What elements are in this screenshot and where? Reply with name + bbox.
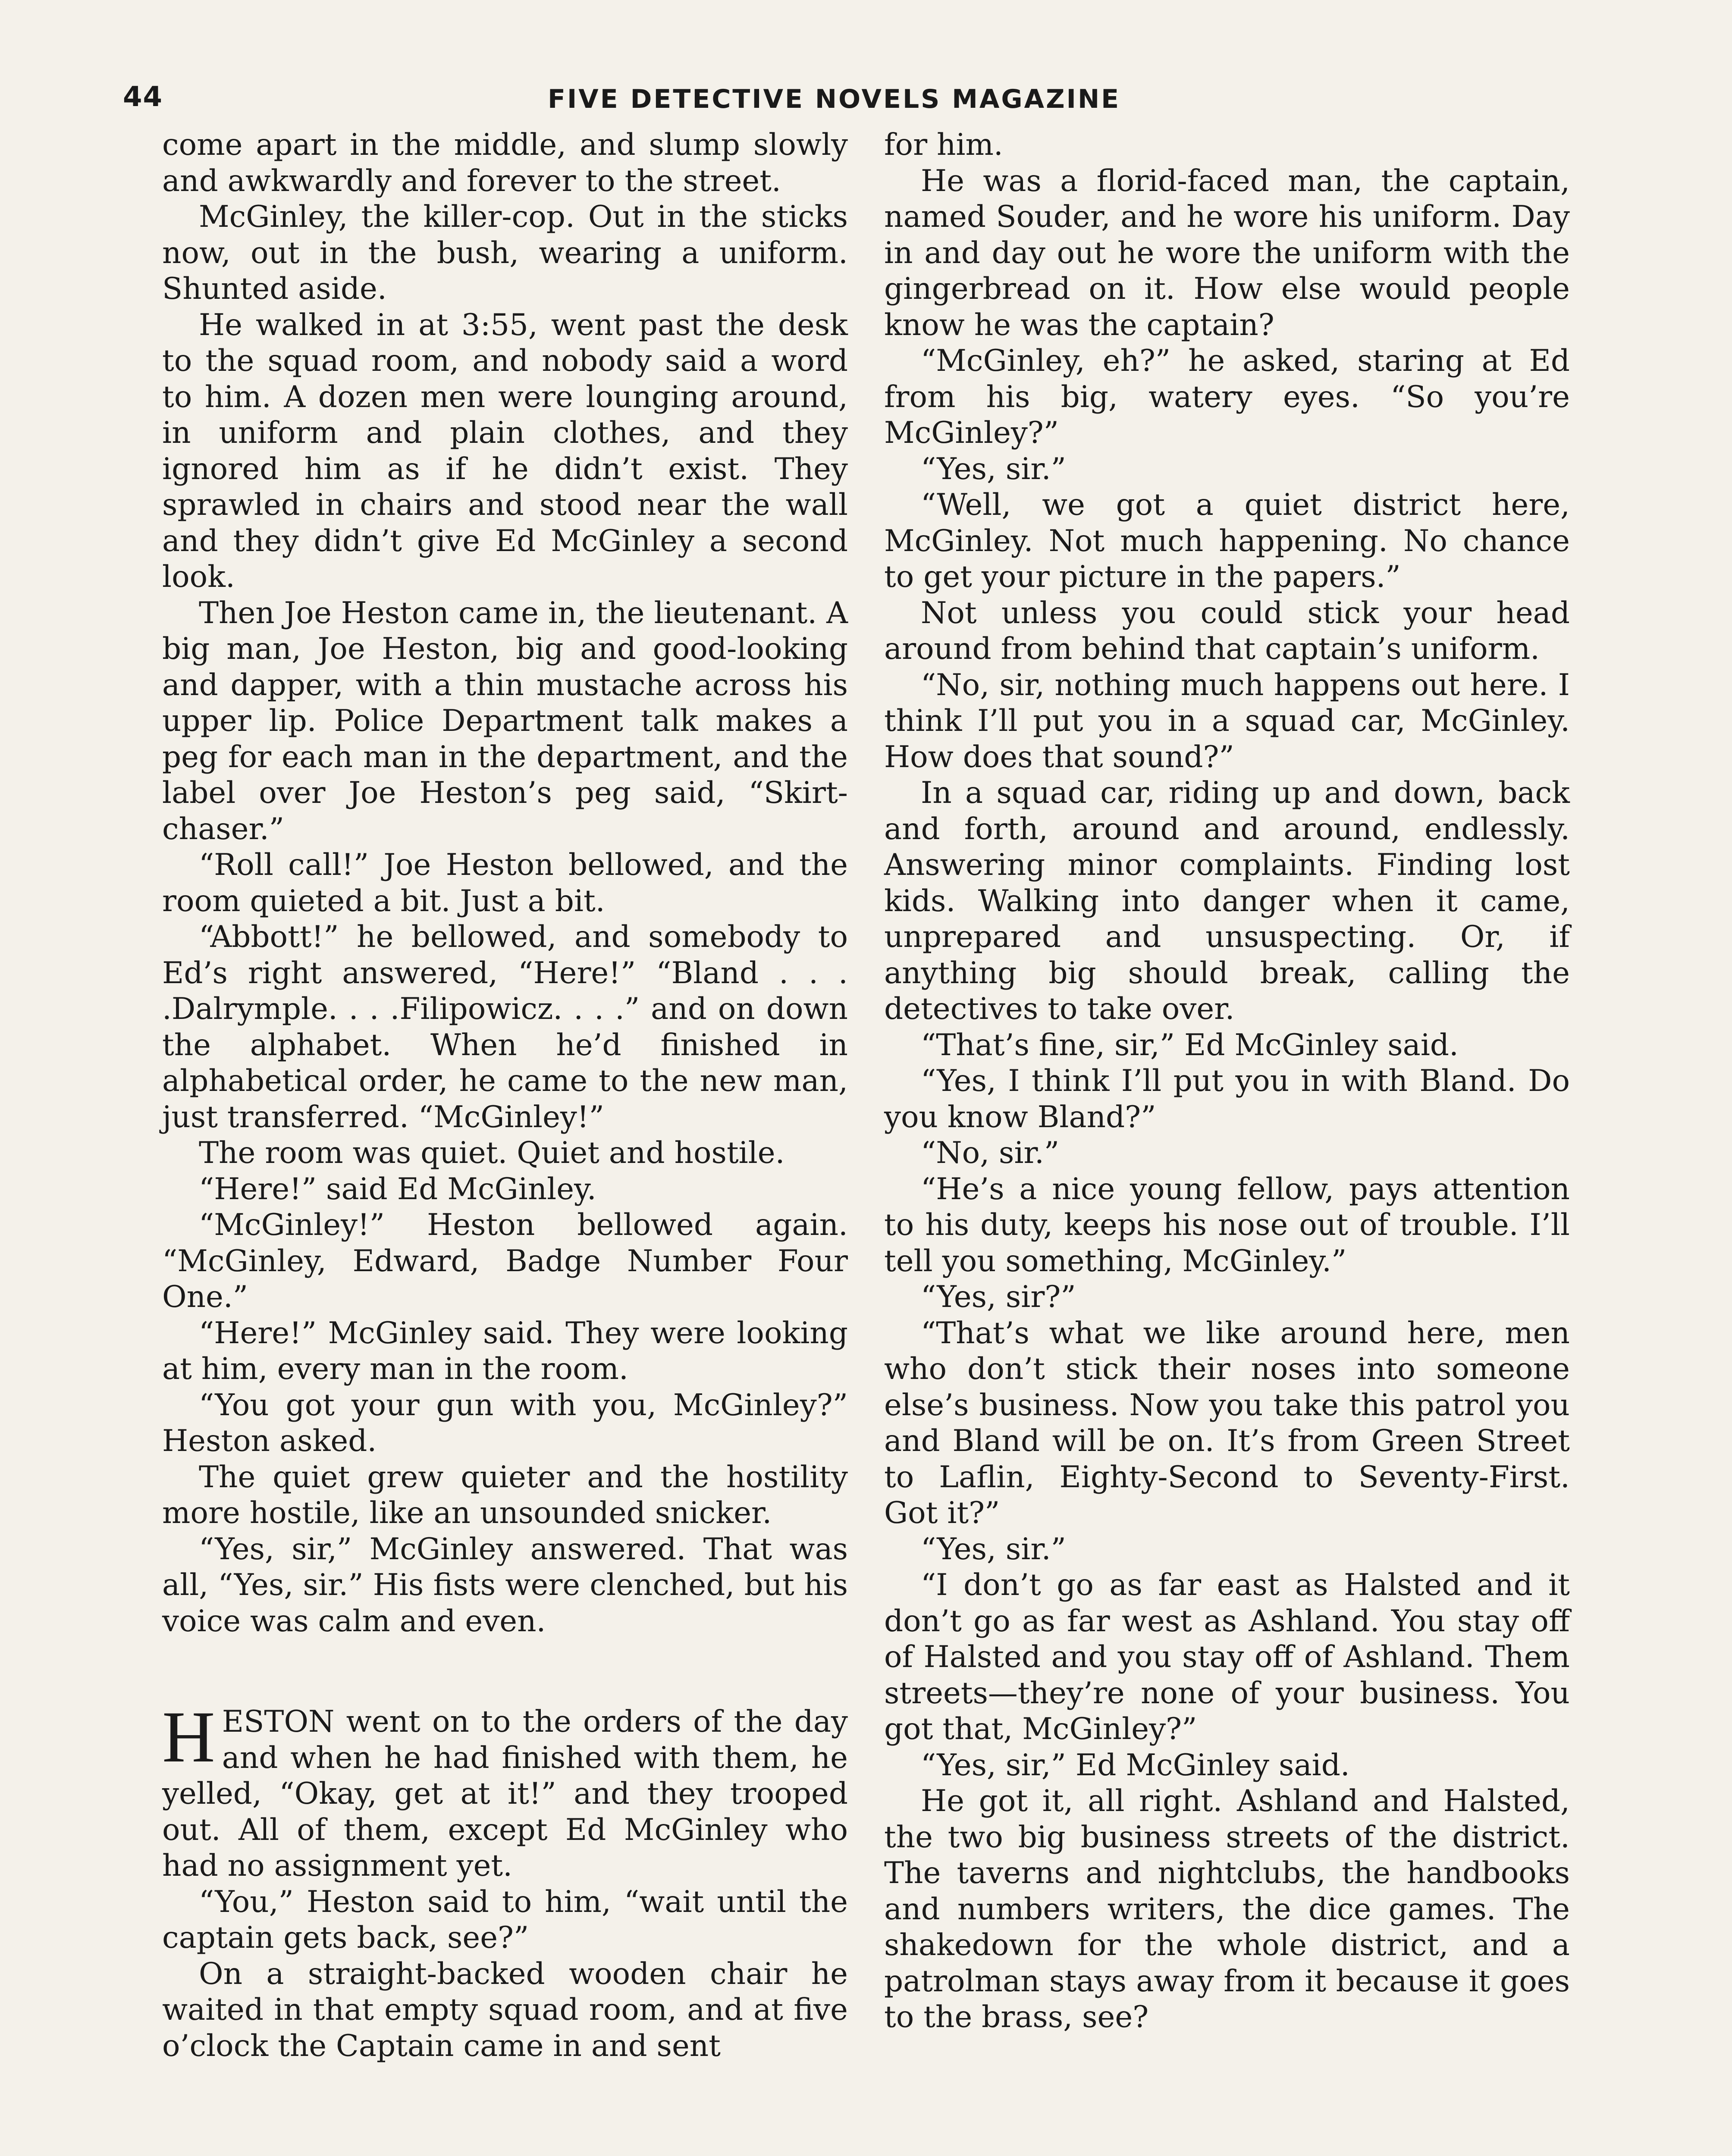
section-opening-paragraph [162, 1696, 848, 1884]
paragraph: “Yes, sir.” [921, 451, 1066, 486]
paragraph: Then Joe Heston came in, the lieutenant. A big man, Joe Heston, big and good-looking and dapper, with a thin mustache across his upper lip. Police Department talk makes a peg for each man in the department, and the label over Joe Heston’s peg said, “Skirt-chaser.” [162, 595, 848, 846]
paragraph: In a squad car, riding up and down, back and forth, around and around, endlessly. Answering minor complaints. Finding lost kids. Walking into danger when it came, unprepared and unsuspecting. Or, if anything big should break, calling the detectives to take over. [884, 776, 1570, 1026]
paragraph: “Yes, I think I’ll put you in with Bland. Do you know Bland?” [884, 1064, 1570, 1134]
paragraph: “Roll call!” Joe Heston bellowed, and the room quieted a bit. Just a bit. [162, 848, 848, 918]
running-head: FIVE DETECTIVE NOVELS MAGAZINE [548, 84, 1121, 114]
section-opening-text: ESTON went on to the orders of the day and when he had finished with them, he yelled, “Okay, get at it!” and they trooped out. All of them, except Ed McGinley who had no assignment yet. [162, 1705, 848, 1883]
paragraph: “That’s what we like around here, men who don’t stick their noses into someone else’s business. Now you take this patrol you and Bland will be on. It’s from Green Street to Laflin, Eighty-Second to Seventy-First. Got it?” [884, 1316, 1570, 1530]
right-column [884, 127, 1570, 2036]
paragraph: “You,” Heston said to him, “wait until the captain gets back, see?” [162, 1884, 848, 1955]
paragraph: “Yes, sir.” [921, 1532, 1066, 1567]
paragraph: “No, sir, nothing much happens out here. I think I’ll put you in a squad car, McGinley. How does that sound?” [884, 667, 1570, 774]
paragraph: “No, sir.” [921, 1136, 1060, 1170]
paragraph: “That’s fine, sir,” Ed McGinley said. [921, 1028, 1459, 1062]
drop-cap: H [162, 1696, 215, 1777]
paragraph: “Yes, sir,” McGinley answered. That was all, “Yes, sir.” His fists were clenched, but his voice was calm and even. [162, 1532, 848, 1639]
paragraph: “You got your gun with you, McGinley?” Heston asked. [162, 1388, 848, 1458]
paragraph: The quiet grew quieter and the hostility more hostile, like an unsounded snicker. [162, 1460, 848, 1530]
paragraph: Not unless you could stick your head around from behind that captain’s uniform. [884, 595, 1570, 666]
paragraph: “McGinley, eh?” he asked, staring at Ed from his big, watery eyes. “So you’re McGinley?” [884, 344, 1570, 450]
paragraph: “He’s a nice young fellow, pays attention to his duty, keeps his nose out of trouble. I’ll tell you something, McGinley.” [884, 1172, 1570, 1279]
paragraph: “I don’t go as far east as Halsted and it don’t go as far west as Ashland. You stay off of Halsted and you stay off of Ashland. Them streets—they’re none of your business. You got that, McGinley?” [884, 1568, 1570, 1746]
paragraph: “Here!” said Ed McGinley. [199, 1172, 596, 1206]
paragraph: “McGinley!” Heston bellowed again. “McGinley, Edward, Badge Number Four One.” [162, 1208, 848, 1314]
paragraph: He got it, all right. Ashland and Halsted, the two big business streets of the district. The taverns and nightclubs, the handbooks and numbers writers, the dice games. The shakedown for the whole district, and a patrolman stays away from it because it goes to the brass, see? [884, 1784, 1570, 2034]
left-column [162, 127, 848, 2064]
paragraph: The room was quiet. Quiet and hostile. [199, 1136, 785, 1170]
paragraph: “Abbott!” he bellowed, and somebody to Ed’s right answered, “Here!” “Bland . . . .Dalrymple. . . .Filipowicz. . . .” and on down the alphabet. When he’d finished in alphabetical order, he came to the new man, just transferred. “McGinley!” [162, 920, 848, 1134]
paragraph: for him. [884, 128, 1003, 162]
paragraph: come apart in the middle, and slump slowly and awkwardly and forever to the street. [162, 128, 848, 198]
paragraph: McGinley, the killer-cop. Out in the sticks now, out in the bush, wearing a uniform. Shunted aside. [162, 200, 848, 306]
paragraph: On a straight-backed wooden chair he waited in that empty squad room, and at five o’clock the Captain came in and sent [162, 1956, 848, 2063]
page-number: 44 [123, 81, 163, 113]
paragraph: “Well, we got a quiet district here, McGinley. Not much happening. No chance to get your picture in the papers.” [884, 488, 1570, 594]
paragraph: “Yes, sir?” [921, 1280, 1076, 1314]
paragraph: He walked in at 3:55, went past the desk to the squad room, and nobody said a word to him. A dozen men were lounging around, in uniform and plain clothes, and they ignored him as if he didn’t exist. They sprawled in chairs and stood near the wall and they didn’t give Ed McGinley a second look. [162, 307, 848, 594]
paragraph: “Here!” McGinley said. They were looking at him, every man in the room. [162, 1316, 848, 1386]
paragraph: “Yes, sir,” Ed McGinley said. [921, 1748, 1350, 1783]
paragraph: He was a florid-faced man, the captain, named Souder, and he wore his uniform. Day in and day out he wore the uniform with the gingerbread on it. How else would people know he was the captain? [884, 163, 1570, 342]
